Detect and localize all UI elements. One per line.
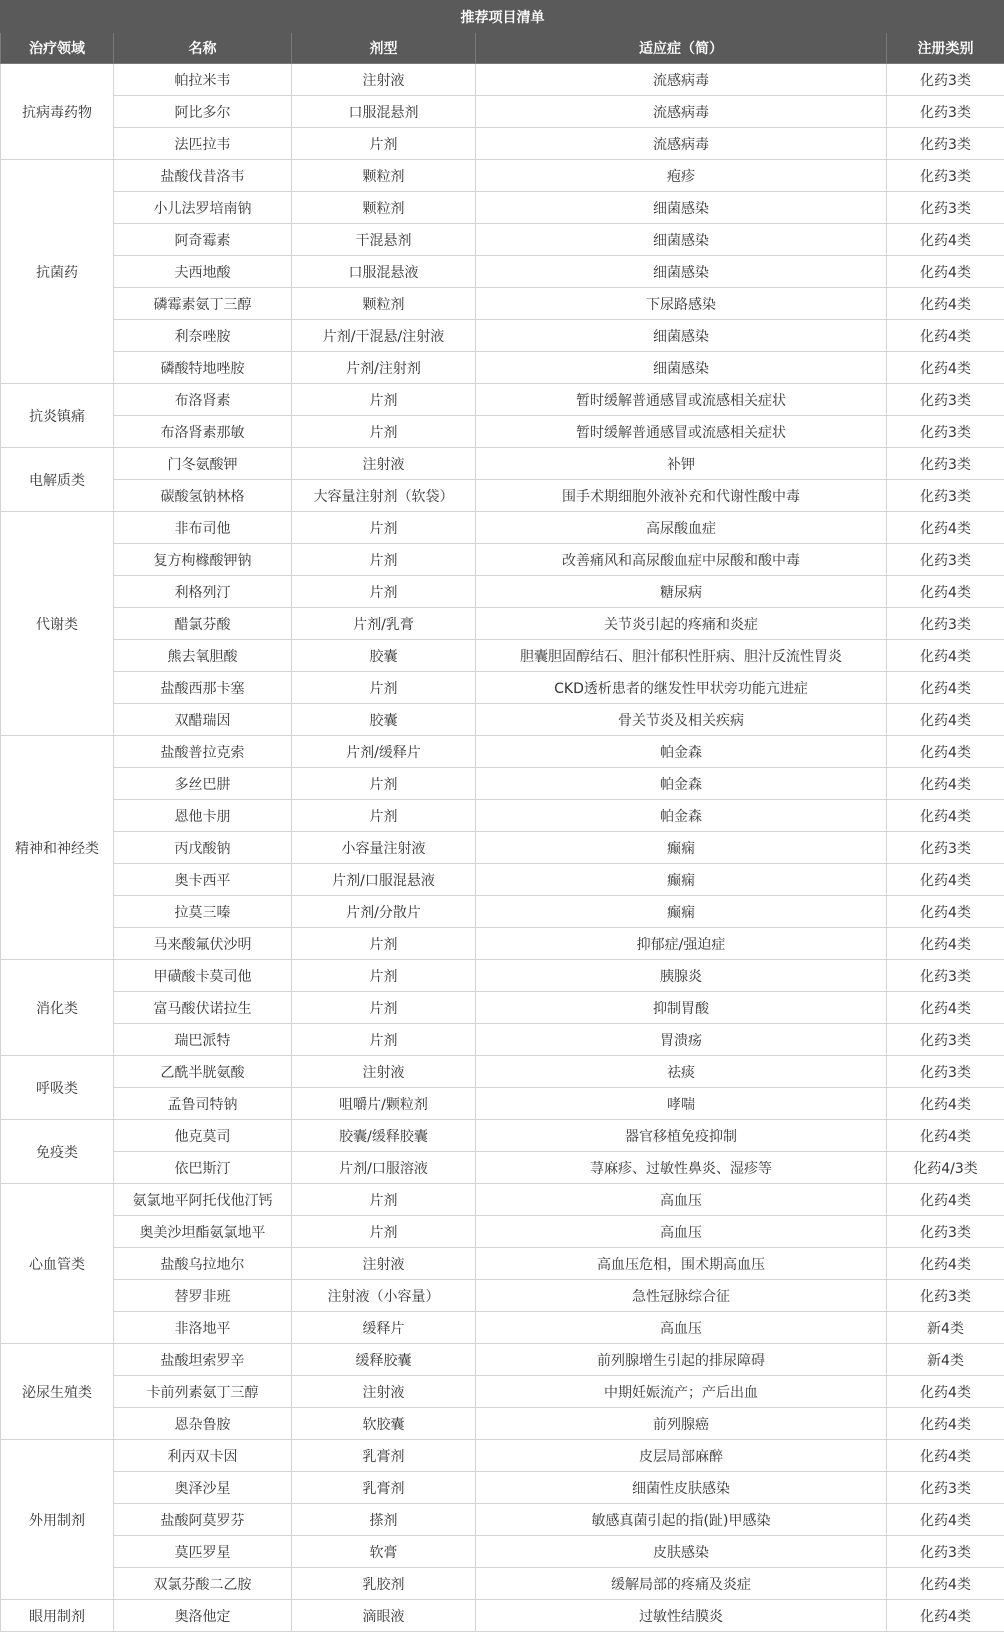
registration-class-cell: 化药4类	[887, 1248, 1004, 1280]
registration-class-cell: 化药4类	[887, 256, 1004, 288]
indication-cell: 细菌感染	[476, 192, 887, 224]
registration-class-cell: 化药3类	[887, 480, 1004, 512]
table-row	[1, 192, 1004, 224]
indication-cell: 下尿路感染	[476, 288, 887, 320]
indication-cell: 关节炎引起的疼痛和炎症	[476, 608, 887, 640]
drug-name-cell: 非洛地平	[114, 1312, 292, 1344]
table-row	[1, 1344, 1004, 1376]
registration-class-cell: 化药4类	[887, 1408, 1004, 1440]
table-row	[1, 1120, 1004, 1152]
indication-cell: 胆囊胆固醇结石、胆汁郁积性肝病、胆汁反流性胃炎	[476, 640, 887, 672]
registration-class-cell: 化药3类	[887, 384, 1004, 416]
table-row	[1, 768, 1004, 800]
dosage-form-cell: 片剂	[292, 960, 476, 992]
registration-class-cell: 化药3类	[887, 1056, 1004, 1088]
indication-cell: 荨麻疹、过敏性鼻炎、湿疹等	[476, 1152, 887, 1184]
dosage-form-cell: 软胶囊	[292, 1408, 476, 1440]
dosage-form-cell: 注射液	[292, 1248, 476, 1280]
registration-class-cell: 化药4类	[887, 768, 1004, 800]
registration-class-cell: 化药3类	[887, 448, 1004, 480]
dosage-form-cell: 缓释片	[292, 1312, 476, 1344]
table-row	[1, 576, 1004, 608]
drug-name-cell: 奥卡西平	[114, 864, 292, 896]
drug-name-cell: 利丙双卡因	[114, 1440, 292, 1472]
drug-name-cell: 孟鲁司特钠	[114, 1088, 292, 1120]
registration-class-cell: 化药3类	[887, 544, 1004, 576]
indication-cell: 抑郁症/强迫症	[476, 928, 887, 960]
table-row	[1, 1152, 1004, 1184]
table-row	[1, 224, 1004, 256]
dosage-form-cell: 片剂	[292, 128, 476, 160]
dosage-form-cell: 干混悬剂	[292, 224, 476, 256]
dosage-form-cell: 片剂/分散片	[292, 896, 476, 928]
registration-class-cell: 化药4类	[887, 1088, 1004, 1120]
indication-cell: 补钾	[476, 448, 887, 480]
registration-class-cell: 化药3类	[887, 128, 1004, 160]
table-title-row	[1, 1, 1004, 33]
drug-name-cell: 非布司他	[114, 512, 292, 544]
therapeutic-area-cell: 代谢类	[1, 512, 114, 736]
dosage-form-cell: 乳膏剂	[292, 1440, 476, 1472]
drug-name-cell: 奥美沙坦酯氨氯地平	[114, 1216, 292, 1248]
drug-name-cell: 醋氯芬酸	[114, 608, 292, 640]
registration-class-cell: 新4类	[887, 1344, 1004, 1376]
table-row	[1, 352, 1004, 384]
indication-cell: 癫痫	[476, 864, 887, 896]
dosage-form-cell: 颗粒剂	[292, 288, 476, 320]
registration-class-cell: 化药4类	[887, 1376, 1004, 1408]
registration-class-cell: 化药3类	[887, 960, 1004, 992]
indication-cell: 胰腺炎	[476, 960, 887, 992]
registration-class-cell: 化药4类	[887, 1504, 1004, 1536]
therapeutic-area-cell: 免疫类	[1, 1120, 114, 1184]
table-row	[1, 896, 1004, 928]
dosage-form-cell: 颗粒剂	[292, 192, 476, 224]
drug-name-cell: 利格列汀	[114, 576, 292, 608]
indication-cell: 流感病毒	[476, 128, 887, 160]
dosage-form-cell: 口服混悬液	[292, 256, 476, 288]
drug-name-cell: 卡前列素氨丁三醇	[114, 1376, 292, 1408]
table-row	[1, 1184, 1004, 1216]
table-row	[1, 1088, 1004, 1120]
registration-class-cell: 化药4类	[887, 672, 1004, 704]
table-row	[1, 1472, 1004, 1504]
indication-cell: 祛痰	[476, 1056, 887, 1088]
dosage-form-cell: 颗粒剂	[292, 160, 476, 192]
dosage-form-cell: 片剂	[292, 768, 476, 800]
therapeutic-area-cell: 呼吸类	[1, 1056, 114, 1120]
drug-name-cell: 盐酸坦索罗辛	[114, 1344, 292, 1376]
dosage-form-cell: 胶囊/缓释胶囊	[292, 1120, 476, 1152]
registration-class-cell: 化药4类	[887, 896, 1004, 928]
indication-cell: 帕金森	[476, 800, 887, 832]
drug-name-cell: 依巴斯汀	[114, 1152, 292, 1184]
table-row	[1, 736, 1004, 768]
registration-class-cell: 化药4类	[887, 1600, 1004, 1632]
table-row	[1, 832, 1004, 864]
registration-class-cell: 化药4类	[887, 992, 1004, 1024]
table-header-row	[1, 33, 1004, 64]
dosage-form-cell: 片剂	[292, 800, 476, 832]
indication-cell: 细菌感染	[476, 256, 887, 288]
registration-class-cell: 化药3类	[887, 1024, 1004, 1056]
table-row	[1, 1504, 1004, 1536]
dosage-form-cell: 缓释胶囊	[292, 1344, 476, 1376]
indication-cell: 细菌感染	[476, 352, 887, 384]
therapeutic-area-cell: 抗菌药	[1, 160, 114, 384]
therapeutic-area-cell: 心血管类	[1, 1184, 114, 1344]
drug-name-cell: 盐酸西那卡塞	[114, 672, 292, 704]
drug-name-cell: 碳酸氢钠林格	[114, 480, 292, 512]
drug-name-cell: 乙酰半胱氨酸	[114, 1056, 292, 1088]
registration-class-cell: 化药4类	[887, 1440, 1004, 1472]
dosage-form-cell: 注射液（小容量）	[292, 1280, 476, 1312]
drug-name-cell: 他克莫司	[114, 1120, 292, 1152]
registration-class-cell: 化药3类	[887, 96, 1004, 128]
dosage-form-cell: 片剂/乳膏	[292, 608, 476, 640]
dosage-form-cell: 大容量注射剂（软袋）	[292, 480, 476, 512]
indication-cell: 暂时缓解普通感冒或流感相关症状	[476, 384, 887, 416]
dosage-form-cell: 注射液	[292, 1056, 476, 1088]
table-row	[1, 448, 1004, 480]
indication-cell: 器官移植免疫抑制	[476, 1120, 887, 1152]
registration-class-cell: 化药4类	[887, 320, 1004, 352]
table-row	[1, 64, 1004, 96]
table-row	[1, 512, 1004, 544]
drug-name-cell: 马来酸氟伏沙明	[114, 928, 292, 960]
registration-class-cell: 化药3类	[887, 416, 1004, 448]
table-row	[1, 1024, 1004, 1056]
table-row	[1, 928, 1004, 960]
indication-cell: 高尿酸血症	[476, 512, 887, 544]
dosage-form-cell: 片剂	[292, 1216, 476, 1248]
indication-cell: 缓解局部的疼痛及炎症	[476, 1568, 887, 1600]
dosage-form-cell: 咀嚼片/颗粒剂	[292, 1088, 476, 1120]
dosage-form-cell: 片剂	[292, 544, 476, 576]
registration-class-cell: 化药4类	[887, 224, 1004, 256]
header-registration-class: 注册类别	[887, 33, 1004, 64]
header-name: 名称	[114, 33, 292, 64]
registration-class-cell: 化药3类	[887, 608, 1004, 640]
indication-cell: 流感病毒	[476, 96, 887, 128]
registration-class-cell: 化药4/3类	[887, 1152, 1004, 1184]
dosage-form-cell: 片剂/口服混悬液	[292, 864, 476, 896]
indication-cell: 帕金森	[476, 736, 887, 768]
table-row	[1, 1536, 1004, 1568]
indication-cell: 细菌感染	[476, 320, 887, 352]
dosage-form-cell: 片剂/口服溶液	[292, 1152, 476, 1184]
indication-cell: CKD透析患者的继发性甲状旁功能亢进症	[476, 672, 887, 704]
indication-cell: 高血压危相，围术期高血压	[476, 1248, 887, 1280]
indication-cell: 皮层局部麻醉	[476, 1440, 887, 1472]
dosage-form-cell: 注射液	[292, 64, 476, 96]
table-row	[1, 288, 1004, 320]
table-row	[1, 672, 1004, 704]
drug-name-cell: 拉莫三嗪	[114, 896, 292, 928]
dosage-form-cell: 片剂	[292, 512, 476, 544]
table-body	[1, 64, 1004, 1632]
drug-name-cell: 恩他卡朋	[114, 800, 292, 832]
registration-class-cell: 化药4类	[887, 352, 1004, 384]
drug-name-cell: 盐酸伐昔洛韦	[114, 160, 292, 192]
drug-name-cell: 复方枸橼酸钾钠	[114, 544, 292, 576]
dosage-form-cell: 片剂	[292, 1184, 476, 1216]
indication-cell: 疱疹	[476, 160, 887, 192]
dosage-form-cell: 胶囊	[292, 640, 476, 672]
dosage-form-cell: 片剂/缓释片	[292, 736, 476, 768]
table-row	[1, 96, 1004, 128]
indication-cell: 骨关节炎及相关疾病	[476, 704, 887, 736]
indication-cell: 皮肤感染	[476, 1536, 887, 1568]
drug-name-cell: 奥洛他定	[114, 1600, 292, 1632]
drug-name-cell: 氨氯地平阿托伐他汀钙	[114, 1184, 292, 1216]
registration-class-cell: 化药4类	[887, 288, 1004, 320]
registration-class-cell: 化药4类	[887, 864, 1004, 896]
dosage-form-cell: 片剂/注射剂	[292, 352, 476, 384]
table-row	[1, 1216, 1004, 1248]
indication-cell: 高血压	[476, 1312, 887, 1344]
drug-name-cell: 帕拉米韦	[114, 64, 292, 96]
table-row	[1, 1376, 1004, 1408]
table-row	[1, 544, 1004, 576]
registration-class-cell: 化药4类	[887, 704, 1004, 736]
drug-name-cell: 甲磺酸卡莫司他	[114, 960, 292, 992]
table-row	[1, 864, 1004, 896]
indication-cell: 流感病毒	[476, 64, 887, 96]
indication-cell: 细菌性皮肤感染	[476, 1472, 887, 1504]
drug-name-cell: 恩杂鲁胺	[114, 1408, 292, 1440]
drug-name-cell: 奥泽沙星	[114, 1472, 292, 1504]
indication-cell: 高血压	[476, 1184, 887, 1216]
therapeutic-area-cell: 消化类	[1, 960, 114, 1056]
indication-cell: 胃溃疡	[476, 1024, 887, 1056]
dosage-form-cell: 注射液	[292, 448, 476, 480]
registration-class-cell: 化药3类	[887, 1280, 1004, 1312]
dosage-form-cell: 口服混悬剂	[292, 96, 476, 128]
drug-name-cell: 丙戊酸钠	[114, 832, 292, 864]
table-row	[1, 704, 1004, 736]
registration-class-cell: 化药3类	[887, 64, 1004, 96]
registration-class-cell: 新4类	[887, 1312, 1004, 1344]
drug-name-cell: 夫西地酸	[114, 256, 292, 288]
therapeutic-area-cell: 精神和神经类	[1, 736, 114, 960]
registration-class-cell: 化药3类	[887, 1536, 1004, 1568]
drug-name-cell: 布洛肾素那敏	[114, 416, 292, 448]
therapeutic-area-cell: 抗病毒药物	[1, 64, 114, 160]
dosage-form-cell: 滴眼液	[292, 1600, 476, 1632]
table-row	[1, 800, 1004, 832]
dosage-form-cell: 片剂	[292, 992, 476, 1024]
table-row	[1, 992, 1004, 1024]
table-row	[1, 1312, 1004, 1344]
indication-cell: 过敏性结膜炎	[476, 1600, 887, 1632]
dosage-form-cell: 乳胶剂	[292, 1568, 476, 1600]
indication-cell: 高血压	[476, 1216, 887, 1248]
drug-name-cell: 阿奇霉素	[114, 224, 292, 256]
registration-class-cell: 化药3类	[887, 1472, 1004, 1504]
header-indication: 适应症（简）	[476, 33, 887, 64]
dosage-form-cell: 小容量注射液	[292, 832, 476, 864]
registration-class-cell: 化药4类	[887, 512, 1004, 544]
drug-name-cell: 法匹拉韦	[114, 128, 292, 160]
dosage-form-cell: 注射液	[292, 1376, 476, 1408]
table-row	[1, 1440, 1004, 1472]
registration-class-cell: 化药3类	[887, 160, 1004, 192]
indication-cell: 敏感真菌引起的指(趾)甲感染	[476, 1504, 887, 1536]
registration-class-cell: 化药4类	[887, 736, 1004, 768]
registration-class-cell: 化药4类	[887, 800, 1004, 832]
drug-name-cell: 盐酸乌拉地尔	[114, 1248, 292, 1280]
registration-class-cell: 化药4类	[887, 1120, 1004, 1152]
drug-name-cell: 小儿法罗培南钠	[114, 192, 292, 224]
indication-cell: 围手术期细胞外液补充和代谢性酸中毒	[476, 480, 887, 512]
therapeutic-area-cell: 外用制剂	[1, 1440, 114, 1600]
dosage-form-cell: 片剂	[292, 1024, 476, 1056]
registration-class-cell: 化药4类	[887, 928, 1004, 960]
registration-class-cell: 化药4类	[887, 1184, 1004, 1216]
dosage-form-cell: 搽剂	[292, 1504, 476, 1536]
indication-cell: 哮喘	[476, 1088, 887, 1120]
therapeutic-area-cell: 电解质类	[1, 448, 114, 512]
dosage-form-cell: 片剂	[292, 928, 476, 960]
table-row	[1, 384, 1004, 416]
registration-class-cell: 化药4类	[887, 640, 1004, 672]
drug-name-cell: 莫匹罗星	[114, 1536, 292, 1568]
drug-name-cell: 双氯芬酸二乙胺	[114, 1568, 292, 1600]
indication-cell: 癫痫	[476, 896, 887, 928]
drug-name-cell: 利奈唑胺	[114, 320, 292, 352]
drug-name-cell: 瑞巴派特	[114, 1024, 292, 1056]
table-row	[1, 608, 1004, 640]
dosage-form-cell: 片剂	[292, 576, 476, 608]
indication-cell: 细菌感染	[476, 224, 887, 256]
therapeutic-area-cell: 眼用制剂	[1, 1600, 114, 1632]
header-dosage-form: 剂型	[292, 33, 476, 64]
dosage-form-cell: 片剂	[292, 672, 476, 704]
drug-name-cell: 富马酸伏诺拉生	[114, 992, 292, 1024]
drug-name-cell: 双醋瑞因	[114, 704, 292, 736]
drug-name-cell: 盐酸阿莫罗芬	[114, 1504, 292, 1536]
header-therapeutic-area: 治疗领域	[1, 33, 114, 64]
therapeutic-area-cell: 抗炎镇痛	[1, 384, 114, 448]
dosage-form-cell: 片剂	[292, 384, 476, 416]
table-row	[1, 1568, 1004, 1600]
dosage-form-cell: 乳膏剂	[292, 1472, 476, 1504]
drug-name-cell: 盐酸普拉克索	[114, 736, 292, 768]
drug-name-cell: 多丝巴肼	[114, 768, 292, 800]
indication-cell: 急性冠脉综合征	[476, 1280, 887, 1312]
drug-name-cell: 布洛肾素	[114, 384, 292, 416]
therapeutic-area-cell: 泌尿生殖类	[1, 1344, 114, 1440]
registration-class-cell: 化药4类	[887, 1568, 1004, 1600]
table-row	[1, 1280, 1004, 1312]
drug-name-cell: 熊去氧胆酸	[114, 640, 292, 672]
registration-class-cell: 化药3类	[887, 832, 1004, 864]
table-row	[1, 416, 1004, 448]
indication-cell: 中期妊娠流产；产后出血	[476, 1376, 887, 1408]
drug-name-cell: 阿比多尔	[114, 96, 292, 128]
indication-cell: 糖尿病	[476, 576, 887, 608]
table-row	[1, 960, 1004, 992]
drug-name-cell: 磷酸特地唑胺	[114, 352, 292, 384]
dosage-form-cell: 片剂/干混悬/注射液	[292, 320, 476, 352]
registration-class-cell: 化药3类	[887, 192, 1004, 224]
indication-cell: 暂时缓解普通感冒或流感相关症状	[476, 416, 887, 448]
indication-cell: 帕金森	[476, 768, 887, 800]
dosage-form-cell: 片剂	[292, 416, 476, 448]
drug-name-cell: 门冬氨酸钾	[114, 448, 292, 480]
drug-name-cell: 磷霉素氨丁三醇	[114, 288, 292, 320]
table-row	[1, 160, 1004, 192]
table-row	[1, 256, 1004, 288]
table-title: 推荐项目清单	[1, 1, 1004, 33]
table-row	[1, 480, 1004, 512]
table-row	[1, 128, 1004, 160]
table-row	[1, 320, 1004, 352]
indication-cell: 改善痛风和高尿酸血症中尿酸和酸中毒	[476, 544, 887, 576]
indication-cell: 抑制胃酸	[476, 992, 887, 1024]
table-row	[1, 1600, 1004, 1632]
dosage-form-cell: 胶囊	[292, 704, 476, 736]
registration-class-cell: 化药4类	[887, 576, 1004, 608]
drug-name-cell: 替罗非班	[114, 1280, 292, 1312]
table-row	[1, 1408, 1004, 1440]
table-row	[1, 1248, 1004, 1280]
indication-cell: 前列腺增生引起的排尿障碍	[476, 1344, 887, 1376]
dosage-form-cell: 软膏	[292, 1536, 476, 1568]
indication-cell: 癫痫	[476, 832, 887, 864]
indication-cell: 前列腺癌	[476, 1408, 887, 1440]
table-row	[1, 640, 1004, 672]
registration-class-cell: 化药3类	[887, 1216, 1004, 1248]
table-row	[1, 1056, 1004, 1088]
